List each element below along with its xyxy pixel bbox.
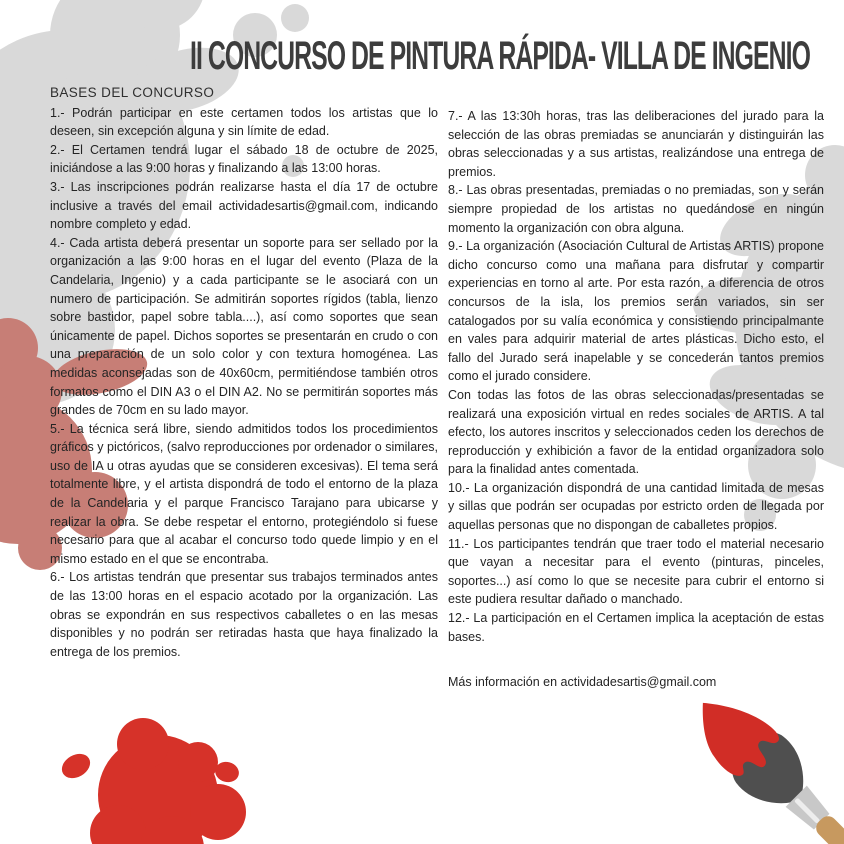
rule-paragraph: 2.- El Certamen tendrá lugar el sábado 18 de octubre de 2025, iniciándose a las 9:00 horas y finalizando a las 13:00 horas. xyxy=(50,142,438,176)
rule-paragraph: 3.- Las inscripciones podrán realizarse hasta el día 17 de octubre inclusive a través del email actividadesartis@gmail.com, indicando nombre completo y edad. xyxy=(50,179,438,232)
rules-column-right xyxy=(448,84,824,692)
rule-paragraph: Con todas las fotos de las obras seleccionadas/presentadas se realizará una exposición virtual en redes sociales de ARTIS. A tal efecto, los autores inscritos y seleccionados ceden los derechos de reproducción y exhibición a favor de la entidad organizadora solo para la finalidad antes comentada. xyxy=(448,387,824,477)
rule-paragraph: 8.- Las obras presentadas, premiadas o no premiadas, son y serán siempre propiedad de los artistas no quedándose en ningún momento la organización con obra alguna. xyxy=(448,183,824,235)
contact-info: Más información en actividadesartis@gmail.com xyxy=(448,675,717,690)
rule-paragraph: 6.- Los artistas tendrán que presentar sus trabajos terminados antes de las 13:00 horas en el espacio acotado por la organización. Las obras se expondrán en sus respectivos caballetes o en las mesas disponibles y no podrán ser retiradas hasta que haya finalizado la entrega de los premios. xyxy=(50,570,438,659)
rule-paragraph: 1.- Podrán participar en este certamen todos los artistas que lo deseen, sin excepción alguna y sin límite de edad. xyxy=(50,105,438,139)
rule-paragraph: 10.- La organización dispondrá de una cantidad limitada de mesas y sillas que podrán ser ocupadas por estricto orden de llegada por aquellas personas que no dispongan de caballetes propios. xyxy=(448,480,824,533)
title-bar xyxy=(0,34,844,79)
rule-paragraph: 7.- A las 13:30h horas, tras las deliberaciones del jurado para la selección de las obras premiadas se anunciarán y distinguirán las obras seleccionadas y a sus artistas, realizándose una entrega de premios. xyxy=(448,109,824,179)
rule-paragraph: 4.- Cada artista deberá presentar un soporte para ser sellado por la organización a las 9:00 horas en el lugar del evento (Plaza de la Candelaria, Ingenio) y a cada participante se le asociará con un numero de participación. Se admitirán soportes rígidos (tabla, lienzo sobre bastidor, papel sobre tabla....), así como soportes que sean únicamente de papel. Dichos soportes se presentarán en crudo o con una preparación de un solo color y con textura homogénea. Las medidas aconsejadas son de 40x60cm, permitiéndose también otros formatos como el DIN A3 o el DIN A2. No se permitirán soportes más grandes de 70cm en su lado mayor. xyxy=(50,235,438,418)
rule-paragraph: 9.- La organización (Asociación Cultural de Artistas ARTIS) propone dicho concurso como una mañana para disfrutar y compartir experiencias en torno al arte. Por esta razón, a diferencia de otros concursos de la isla, los premios serán variados, sin ser catalogados por su valía económica y consistiendo principalmante en vales para adquirir material de artes plásticas. Dicho esto, el fallo del Jurado será inapelable y se concederán tantos premios como el jurado considere. xyxy=(448,239,824,384)
rule-paragraph: 12.- La participación en el Certamen implica la aceptación de estas bases. xyxy=(448,611,824,644)
rule-paragraph: 11.- Los participantes tendrán que traer todo el material necesario que vayan a necesitar para el evento (pinturas, pinceles, soportes...) así como lo que se necesite para cubrir el entorno si este pudiera resultar dañado o manchado. xyxy=(448,536,824,607)
rules-columns xyxy=(50,84,824,692)
rules-list-left xyxy=(50,104,438,662)
page-title: II CONCURSO DE PINTURA RÁPIDA- VILLA DE INGENIO xyxy=(189,34,810,78)
section-heading: BASES DEL CONCURSO xyxy=(50,85,215,100)
rule-paragraph: 5.- La técnica será libre, siendo admitidos todos los procedimientos gráficos y pictóricos, (salvo reproducciones por ordenador o similares, uso de IA u otras ayudas que se consideren excesivas). El tema será totalmente libre, y el artista dispondrá de todo el entorno de la plaza de la Candelaria y el parque Francisco Tarajano para ubicarse y realizar la obra. Se debe respetar el entorno, protegiéndolo si fuese necesario para que al acabar el concurso todo quede limpio y en el mismo estado en el que se encontraba. xyxy=(50,421,438,566)
rules-list-right xyxy=(448,107,824,646)
rules-column-left xyxy=(50,84,438,692)
